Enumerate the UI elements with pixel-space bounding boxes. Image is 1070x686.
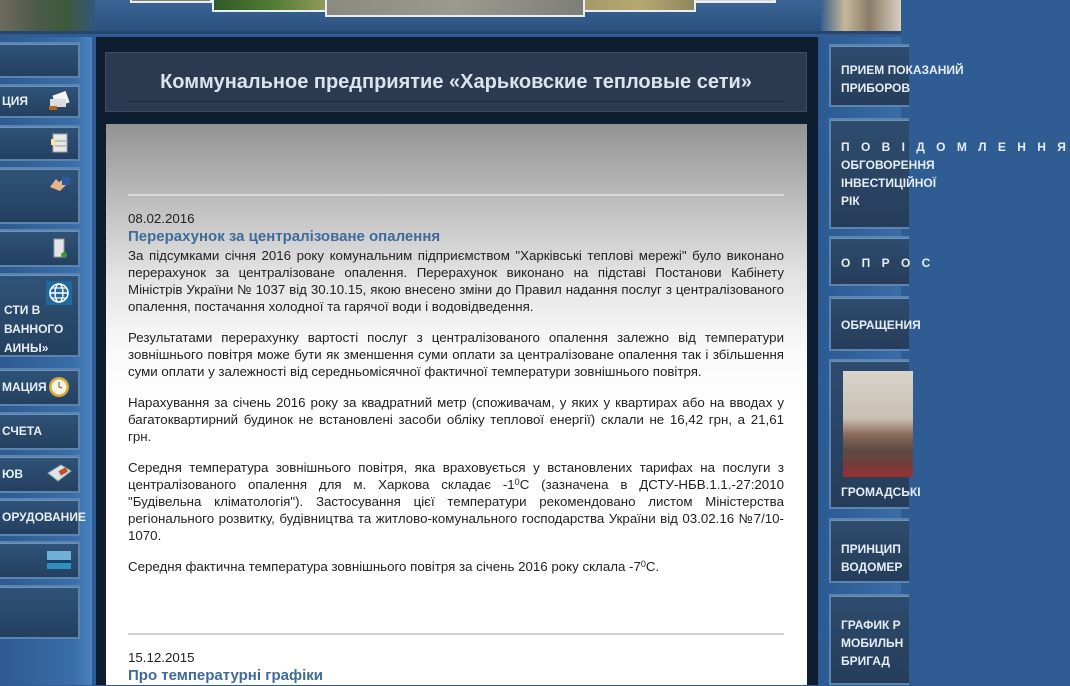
right-menu-item[interactable] bbox=[829, 236, 935, 286]
right-menu-item-label: ГРОМАДСЬКІ bbox=[841, 485, 921, 499]
right-menu-item[interactable] bbox=[829, 296, 921, 351]
left-menu-item-label: МАЦИЯ bbox=[2, 379, 47, 394]
article-paragraph: Результатами перерахунку вартості послуг з централізованого опалення залежно від температури зовнішнього повітря може бути як зменшення суми оплати за централізоване опалення так і збільшення суми оплати у залежності від середньомісячної фактичної температури зовнішнього повітря. bbox=[128, 330, 784, 379]
left-menu-item-label: СЧЕТА bbox=[2, 423, 43, 438]
divider bbox=[128, 633, 784, 635]
landscape-icon bbox=[46, 548, 72, 572]
header-banner bbox=[0, 0, 901, 34]
right-menu-item[interactable] bbox=[829, 518, 909, 583]
article-paragraph bbox=[128, 558, 784, 575]
right-menu-item-label: ПРИБОРОВ bbox=[841, 81, 911, 95]
handshake-icon bbox=[46, 173, 72, 197]
left-menu-item[interactable] bbox=[0, 229, 80, 267]
file-cabinet-icon bbox=[46, 131, 72, 155]
right-sidebar bbox=[818, 37, 1070, 685]
right-menu-item-label: ОБГОВОРЕННЯ bbox=[841, 158, 935, 172]
right-menu-item[interactable] bbox=[829, 118, 1070, 229]
right-menu-item-label: ПРИЕМ ПОКАЗАНИЙ bbox=[841, 63, 964, 77]
left-menu-item[interactable] bbox=[0, 455, 80, 493]
printer-icon bbox=[46, 89, 72, 113]
right-menu-item-label: БРИГАД bbox=[841, 654, 890, 668]
article-paragraph: За підсумками січня 2016 року комунальним підприємством "Харківські теплові мережі" було виконано перерахунок за централізоване опалення. Перерахунок виконано на підставі Постанови Кабінету Міністрів України № 1037 від 30.10.15, якою внесено зміни до Правил надання послуг з централізованого опалення, постачання холодної та гарячої води і водовідведення. bbox=[128, 248, 784, 314]
header-photo bbox=[694, 0, 776, 3]
page-title: Коммунальное предприятие «Харьковские тепловые сети» bbox=[160, 71, 752, 93]
right-menu-item-label: П О В І Д О М Л Е Н Н Я bbox=[841, 140, 1070, 154]
right-menu-item-label: РІК bbox=[841, 194, 860, 208]
header-photo bbox=[325, 0, 585, 17]
telephone-icon bbox=[46, 462, 72, 486]
text-segment: Середня температура зовнішнього повітря, яка враховується у встановлених тарифах на послуги з централізованого опалення для м. Харкова складає -1 bbox=[128, 460, 784, 492]
left-menu-item[interactable] bbox=[0, 368, 80, 406]
radiator-icon bbox=[46, 236, 72, 260]
text-segment: С (зазначена в ДСТУ-НБВ.1.1.-27:2010 "Будівельна кліматологія"). Застосування цієї температури рекомендовано листом Міністерства регіонального розвитку, будівництва та житлово-комунального господарства України від 03.02.16 №7/10-1070. bbox=[128, 477, 784, 543]
main-content-area bbox=[96, 37, 818, 685]
right-menu-item-label: МОБИЛЬН bbox=[841, 636, 904, 650]
article-paragraph bbox=[128, 459, 784, 544]
text-segment: Середня фактична температура зовнішнього повітря за січень 2016 року склала -7 bbox=[128, 559, 641, 574]
right-menu-item[interactable] bbox=[829, 44, 964, 107]
text-segment: С. bbox=[645, 559, 660, 574]
header-photo bbox=[130, 0, 212, 3]
header-city-image-left bbox=[0, 0, 95, 31]
left-menu-item[interactable] bbox=[0, 498, 86, 536]
page-title-box bbox=[105, 52, 807, 112]
left-menu-item[interactable] bbox=[0, 125, 80, 161]
left-menu-item[interactable] bbox=[0, 412, 80, 450]
left-menu-item-label: ЮВ bbox=[2, 466, 24, 481]
left-menu-item[interactable] bbox=[0, 541, 80, 579]
globe-icon bbox=[46, 281, 72, 305]
header-photo bbox=[583, 0, 696, 12]
left-menu-item-label: ОРУДОВАНИЕ bbox=[2, 509, 86, 524]
news-article bbox=[128, 649, 784, 686]
left-menu-item-label: ЦИЯ bbox=[2, 93, 29, 108]
right-menu-item-label: О П Р О С bbox=[841, 256, 935, 270]
news-list bbox=[106, 124, 807, 685]
right-menu-item-label: ОБРАЩЕНИЯ bbox=[841, 318, 921, 332]
left-menu-item[interactable] bbox=[0, 273, 80, 357]
left-menu-item-label: ВАННОГО bbox=[4, 322, 64, 336]
left-menu-item-label: АИНЫ» bbox=[4, 341, 49, 355]
title-underline bbox=[128, 101, 784, 102]
article-date: 08.02.2016 bbox=[128, 211, 195, 226]
right-menu-item-label: ІНВЕСТИЦІЙНОЇ bbox=[841, 176, 937, 190]
meeting-photo bbox=[843, 371, 913, 477]
right-menu-item-label: ВОДОМЕР bbox=[841, 560, 903, 574]
header-city-image-right bbox=[821, 0, 901, 31]
right-menu-item[interactable] bbox=[829, 594, 909, 685]
degree-superscript: 0 bbox=[514, 477, 520, 487]
right-menu-item-label: ПРИНЦИП bbox=[841, 542, 901, 556]
left-menu-item[interactable] bbox=[0, 585, 80, 639]
article-title-link[interactable]: Перерахунок за централізоване опалення bbox=[128, 228, 441, 245]
article-title-link[interactable]: Про температурні графіки bbox=[128, 667, 323, 684]
news-article bbox=[128, 210, 784, 589]
article-date: 15.12.2015 bbox=[128, 650, 195, 665]
divider bbox=[128, 194, 784, 196]
left-menu-item-label: СТИ В bbox=[4, 303, 41, 317]
left-menu-item[interactable] bbox=[0, 84, 80, 118]
degree-superscript: 0 bbox=[640, 559, 646, 569]
clock-icon bbox=[46, 375, 72, 399]
left-menu-item[interactable] bbox=[0, 167, 80, 224]
left-sidebar bbox=[0, 37, 92, 685]
right-menu-item-label: ГРАФИК Р bbox=[841, 618, 901, 632]
article-paragraph: Нарахування за січень 2016 року за квадратний метр (споживачам, у яких у квартирах або на вводах у багатоквартирний будинок не встановлені засоби обліку теплової енергії) склали не 16,42 грн, а 21,61 грн. bbox=[128, 395, 784, 444]
left-menu-item[interactable] bbox=[0, 42, 80, 78]
right-menu-item[interactable] bbox=[829, 359, 921, 509]
header-photo bbox=[212, 0, 327, 12]
